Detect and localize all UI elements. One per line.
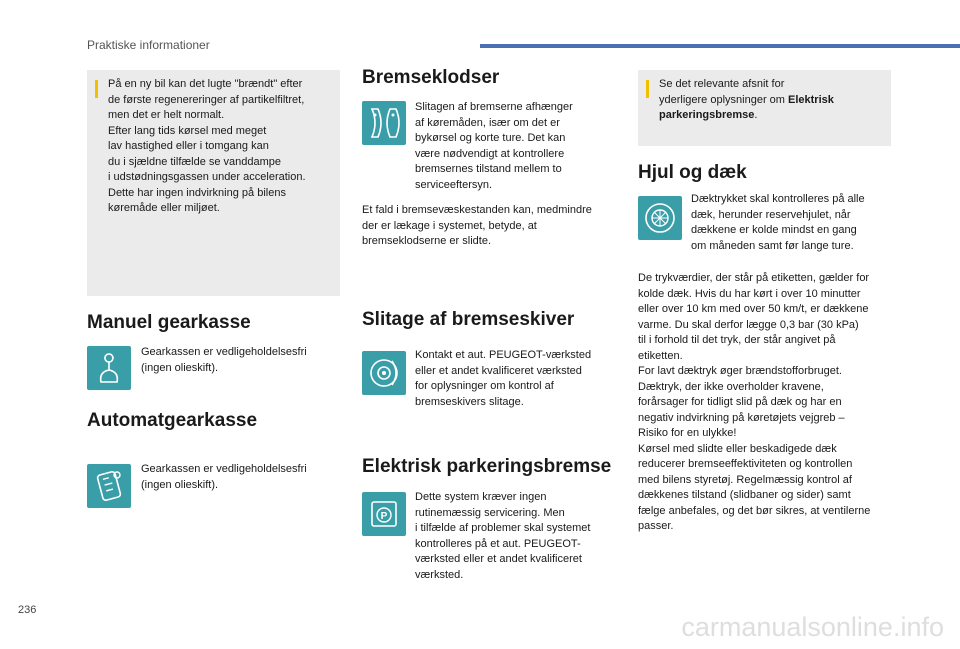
brake-disc-icon [362,351,406,395]
brake-discs-text: Kontakt et aut. PEUGEOT-værksted eller et andet kvalificeret værksted for oplysninger om kontrol af bremseskivers slitage. [415,349,592,408]
brake-pads-icon [362,101,406,145]
heading-brake-discs: Slitage af bremseskiver [362,309,575,330]
heading-manual-gearbox: Manuel gearkasse [87,312,251,333]
info-box-particle-filter [87,70,340,296]
parking-brake-icon [362,492,406,536]
manual-gearbox-text: Gearkassen er vedligeholdelsesfri (ingen olieskift). [141,346,307,374]
manual-gearbox-icon [87,346,131,390]
info-text: På en ny bil kan det lugte "brændt" efter de første regenereringer af partikelfiltret, men det er helt normalt. Efter lang tids kørsel med meget lav hastighed eller i tomgang kan du i sjældne tilfælde se vanddampe i udstødningsgassen under acceleration. Dette har ingen indvirkning på bilens køremåde eller miljøet. [108,78,306,214]
info-box-parking-brake-reference [638,70,891,146]
info-reference-text [659,77,887,124]
watermark: carmanualsonline.info [681,612,944,642]
automatic-gearbox-icon [87,464,131,508]
info-reference-suffix: . [754,109,758,121]
svg-text:P: P [380,511,388,522]
info-marker [646,80,649,98]
tyre-icon [638,196,682,240]
tyres-extra-text: De trykværdier, der står på etiketten, gælder for kolde dæk. Hvis du har kørt i over 10 minutter eller over 10 km med over 50 km/t, er dækkene varme. Du skal derfor lægge 0,3 bar (30 kPa) til i forhold til det tryk, der står angivet på etiketten. For lavt dæktryk øger brændstofforbruget. Dæktryk, der ikke overholder kravene, forårsager for tidligt slid på dæk og har en negativ indvirkning på køretøjets vejgreb – Risiko for en ulykke! Kørsel med slidte eller beskadigede dæk reducerer bremseeffektiviteten og kontrollen med bilens styretøj. Regelmæssig kontrol af dækkenes tilstand (slidbaner og sider) samt fælge anbefales, og det bør sikres, at ventilerne passer. [638,272,871,532]
page-number: 236 [18,604,37,616]
automatic-gearbox-text: Gearkassen er vedligeholdelsesfri (ingen olieskift). [141,463,307,491]
info-reference-prefix: Se det relevante afsnit for yderligere oplysninger om [659,78,785,106]
heading-automatic-gearbox: Automatgearkasse [87,410,258,431]
info-reference-link: Elektrisk parkeringsbremse [659,93,834,121]
brake-pads-text: Slitagen af bremserne afhænger af køremåden, især om det er bykørsel og korte ture. Det kan være nødvendigt at kontrollere bremsernes tilstand mellem to serviceeftersyn. [415,101,573,191]
brake-pads-extra-text: Et fald i bremsevæskestanden kan, medmindre der er lækage i systemet, betyde, at bremseklodserne er slidte. [362,204,592,247]
heading-wheels-tyres: Hjul og dæk [638,162,747,183]
parking-brake-text: Dette system kræver ingen rutinemæssig servicering. Men i tilfælde af problemer skal systemet kontrolleres på et aut. PEUGEOT- værksted eller et andet kvalificeret værksted. [415,491,591,581]
tyres-text: Dæktrykket skal kontrolleres på alle dæk, herunder reservehjulet, når dækkene er kolde mindst en gang om måneden samt før lange ture. [691,193,865,252]
section-header: Praktiske informationer [87,38,210,52]
header-accent-bar [480,44,960,48]
heading-electric-parking-brake: Elektrisk parkeringsbremse [362,456,612,477]
info-marker [95,80,98,98]
heading-brake-pads: Bremseklodser [362,67,500,88]
